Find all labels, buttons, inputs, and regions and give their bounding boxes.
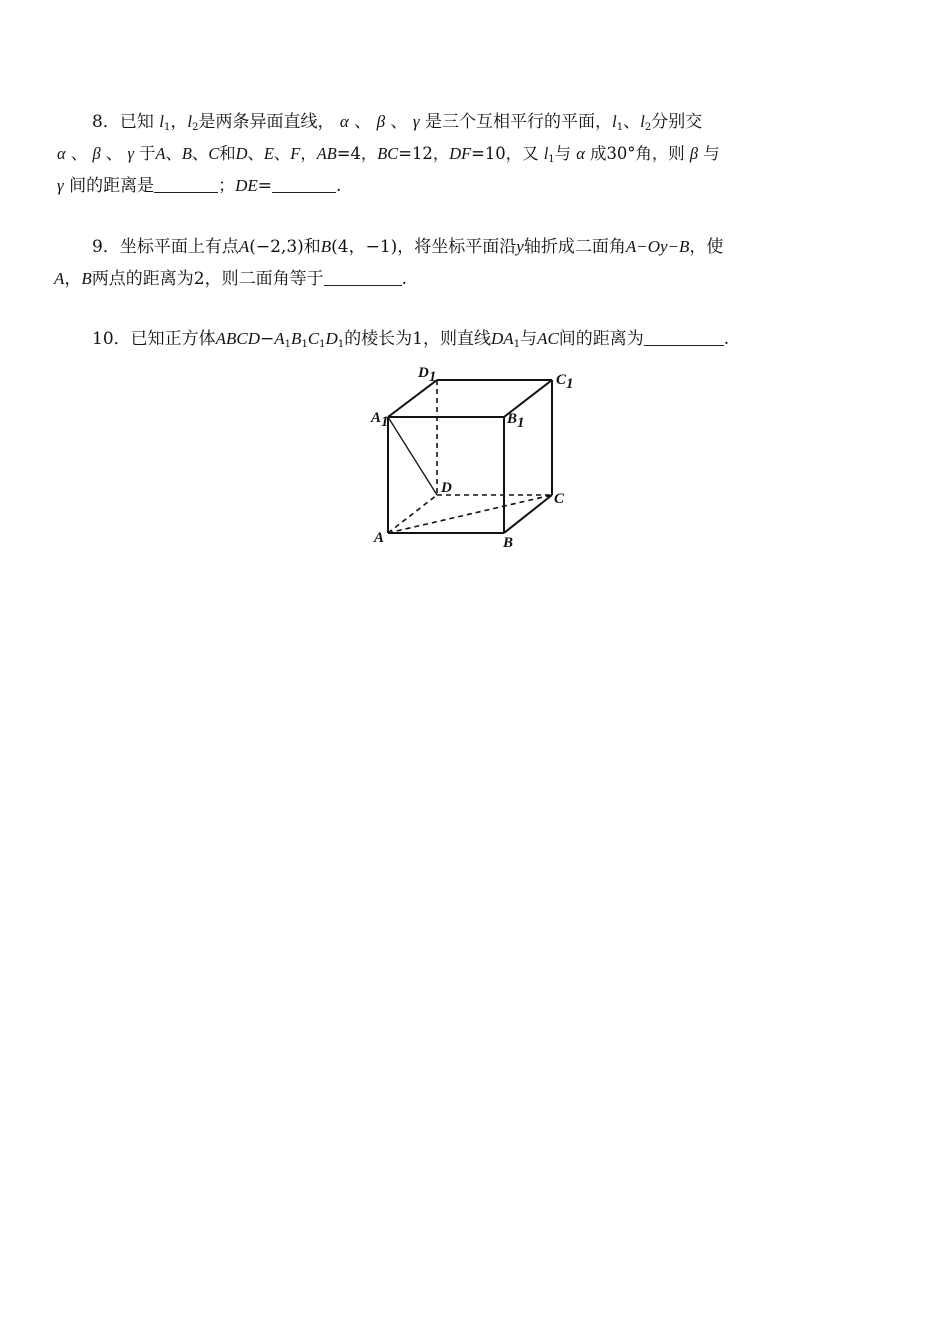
edge-bc xyxy=(504,495,552,533)
q8-segment-ab: AB xyxy=(316,144,337,163)
q9-answer-blank[interactable] xyxy=(324,271,402,286)
q8-gamma: γ xyxy=(57,176,64,195)
q9-text: (4，−1)，将坐标平面沿 xyxy=(331,237,517,257)
q8-segment-bc: BC xyxy=(377,144,399,163)
cube-figure xyxy=(360,360,590,575)
q10-cube-base: ABCD xyxy=(215,329,261,348)
q8-text: 、 xyxy=(70,144,88,163)
q10-text: 间的距离为 xyxy=(558,329,644,349)
q9-text: (−2,3)和 xyxy=(249,237,321,257)
cube-diagram xyxy=(360,360,590,575)
q8-l1: l xyxy=(543,144,549,163)
q10-line-ac: AC xyxy=(537,329,559,348)
q8-segment-de: DE xyxy=(235,176,258,195)
diagonal-a1d xyxy=(388,417,437,495)
q9-text: 轴折成二面角 xyxy=(523,237,626,257)
q10-sub: 1 xyxy=(284,339,292,350)
q8-text: 、 xyxy=(165,144,182,163)
q8-l1-sub: 1 xyxy=(616,122,624,133)
q10-text: 与 xyxy=(520,329,538,349)
q9-text: 两点的距离为2，则二面角等于 xyxy=(91,269,324,289)
q8-text: =10，又 xyxy=(471,144,539,163)
q8-alpha: α xyxy=(339,112,349,131)
q8-l2-sub: 2 xyxy=(644,122,652,133)
q9-point-a: A xyxy=(54,269,65,288)
q8-text: 已知 xyxy=(119,112,160,132)
q10-answer-blank[interactable] xyxy=(644,331,724,346)
q9-line-1 xyxy=(92,236,723,258)
q9-point-b: B xyxy=(320,237,332,256)
q10-text: 的棱长为1，则直线 xyxy=(344,329,492,349)
q8-gamma: γ xyxy=(412,112,420,131)
q8-gamma: γ xyxy=(127,144,134,163)
q8-line-1 xyxy=(92,111,702,133)
q9-text: ， xyxy=(64,269,82,289)
q10-vertex-d1: D xyxy=(325,329,338,348)
q8-point-b: B xyxy=(181,144,192,163)
q8-text: 、 xyxy=(354,112,372,132)
q8-line-2 xyxy=(57,143,720,165)
label-a1: A1 xyxy=(371,410,389,430)
q8-text: 是三个互相平行的平面， xyxy=(425,112,612,132)
q8-l1-sub: 1 xyxy=(163,122,171,133)
q8-text: 、 xyxy=(191,144,209,163)
label-c: C xyxy=(554,491,565,507)
q10-sub: 1 xyxy=(319,339,326,350)
q10-number: 10． xyxy=(92,329,131,349)
q8-text: 间的距离是 xyxy=(69,176,155,196)
label-a: A xyxy=(374,530,385,546)
edge-ad-hidden xyxy=(388,495,437,533)
q8-segment-df: DF xyxy=(449,144,472,163)
q8-beta: β xyxy=(689,144,699,163)
q8-text: 、 xyxy=(623,112,641,132)
q9-text: . xyxy=(401,269,408,289)
q8-text: 成30°角，则 xyxy=(590,144,685,163)
q8-beta: β xyxy=(376,112,386,131)
q10-text: 已知正方体 xyxy=(130,329,216,349)
q8-text: 、 xyxy=(390,112,408,132)
q10-vertex-c1: C xyxy=(307,329,320,348)
q8-line-3 xyxy=(57,175,341,197)
q8-point-e: E xyxy=(263,144,274,163)
q8-text: ， xyxy=(170,112,188,132)
label-d1: D1 xyxy=(418,365,437,385)
q9-line-2 xyxy=(54,268,407,290)
q10-line-1 xyxy=(92,328,729,350)
q8-text: 、 xyxy=(105,144,123,163)
q8-answer-blank-2[interactable] xyxy=(272,178,336,193)
label-b: B xyxy=(503,535,514,551)
q8-text: 是两条异面直线， xyxy=(198,112,335,132)
q8-point-c: C xyxy=(208,144,220,163)
q8-l2: l xyxy=(640,112,645,131)
q8-text: = xyxy=(257,176,273,196)
q8-l2-sub: 2 xyxy=(192,122,199,133)
q8-number: 8． xyxy=(92,112,120,132)
q8-text: ， xyxy=(300,144,317,163)
edge-a1d1 xyxy=(388,380,437,417)
q8-text: =12， xyxy=(398,144,450,163)
q8-point-d: D xyxy=(235,144,248,163)
q10-line-da1: DA xyxy=(491,329,514,348)
q8-point-f: F xyxy=(290,144,301,163)
q9-dihedral-angle: A−Oy−B xyxy=(625,237,690,256)
q10-text: − xyxy=(260,329,275,349)
q8-text: 于 xyxy=(139,144,156,163)
q8-text: 和 xyxy=(219,144,236,163)
q10-sub: 1 xyxy=(513,339,521,350)
q9-point-a: A xyxy=(238,237,250,256)
q8-text: 、 xyxy=(247,144,264,163)
q8-answer-blank-1[interactable] xyxy=(154,178,218,193)
q8-l1: l xyxy=(612,112,617,131)
q8-alpha: α xyxy=(576,144,585,163)
q8-l1-sub: 1 xyxy=(548,154,555,165)
q8-point-a: A xyxy=(155,144,166,163)
q9-text: ，使 xyxy=(689,237,724,257)
q10-sub: 1 xyxy=(301,339,308,350)
q9-y-axis: y xyxy=(516,237,524,256)
q8-text: . xyxy=(336,176,342,196)
label-c1: C1 xyxy=(556,372,574,392)
q9-number: 9． xyxy=(92,237,120,257)
q9-text: 坐标平面上有点 xyxy=(119,237,239,257)
q8-alpha: α xyxy=(57,144,66,163)
q10-sub: 1 xyxy=(337,339,345,350)
label-d: D xyxy=(441,480,452,496)
q8-text: 与 xyxy=(554,144,572,163)
q8-text: =4， xyxy=(336,144,378,163)
q10-vertex-b1: B xyxy=(291,329,302,348)
q8-l1: l xyxy=(159,112,164,131)
q8-text: 分别交 xyxy=(651,112,703,132)
q10-vertex-a1: A xyxy=(274,329,285,348)
q10-text: . xyxy=(723,329,730,349)
q8-l2: l xyxy=(187,112,193,131)
q9-point-b: B xyxy=(81,269,92,288)
q8-text: 、 xyxy=(273,144,291,163)
q8-text: ； xyxy=(218,176,236,196)
label-b1: B1 xyxy=(507,411,525,431)
q8-text: 与 xyxy=(703,144,720,163)
q8-beta: β xyxy=(92,144,101,163)
